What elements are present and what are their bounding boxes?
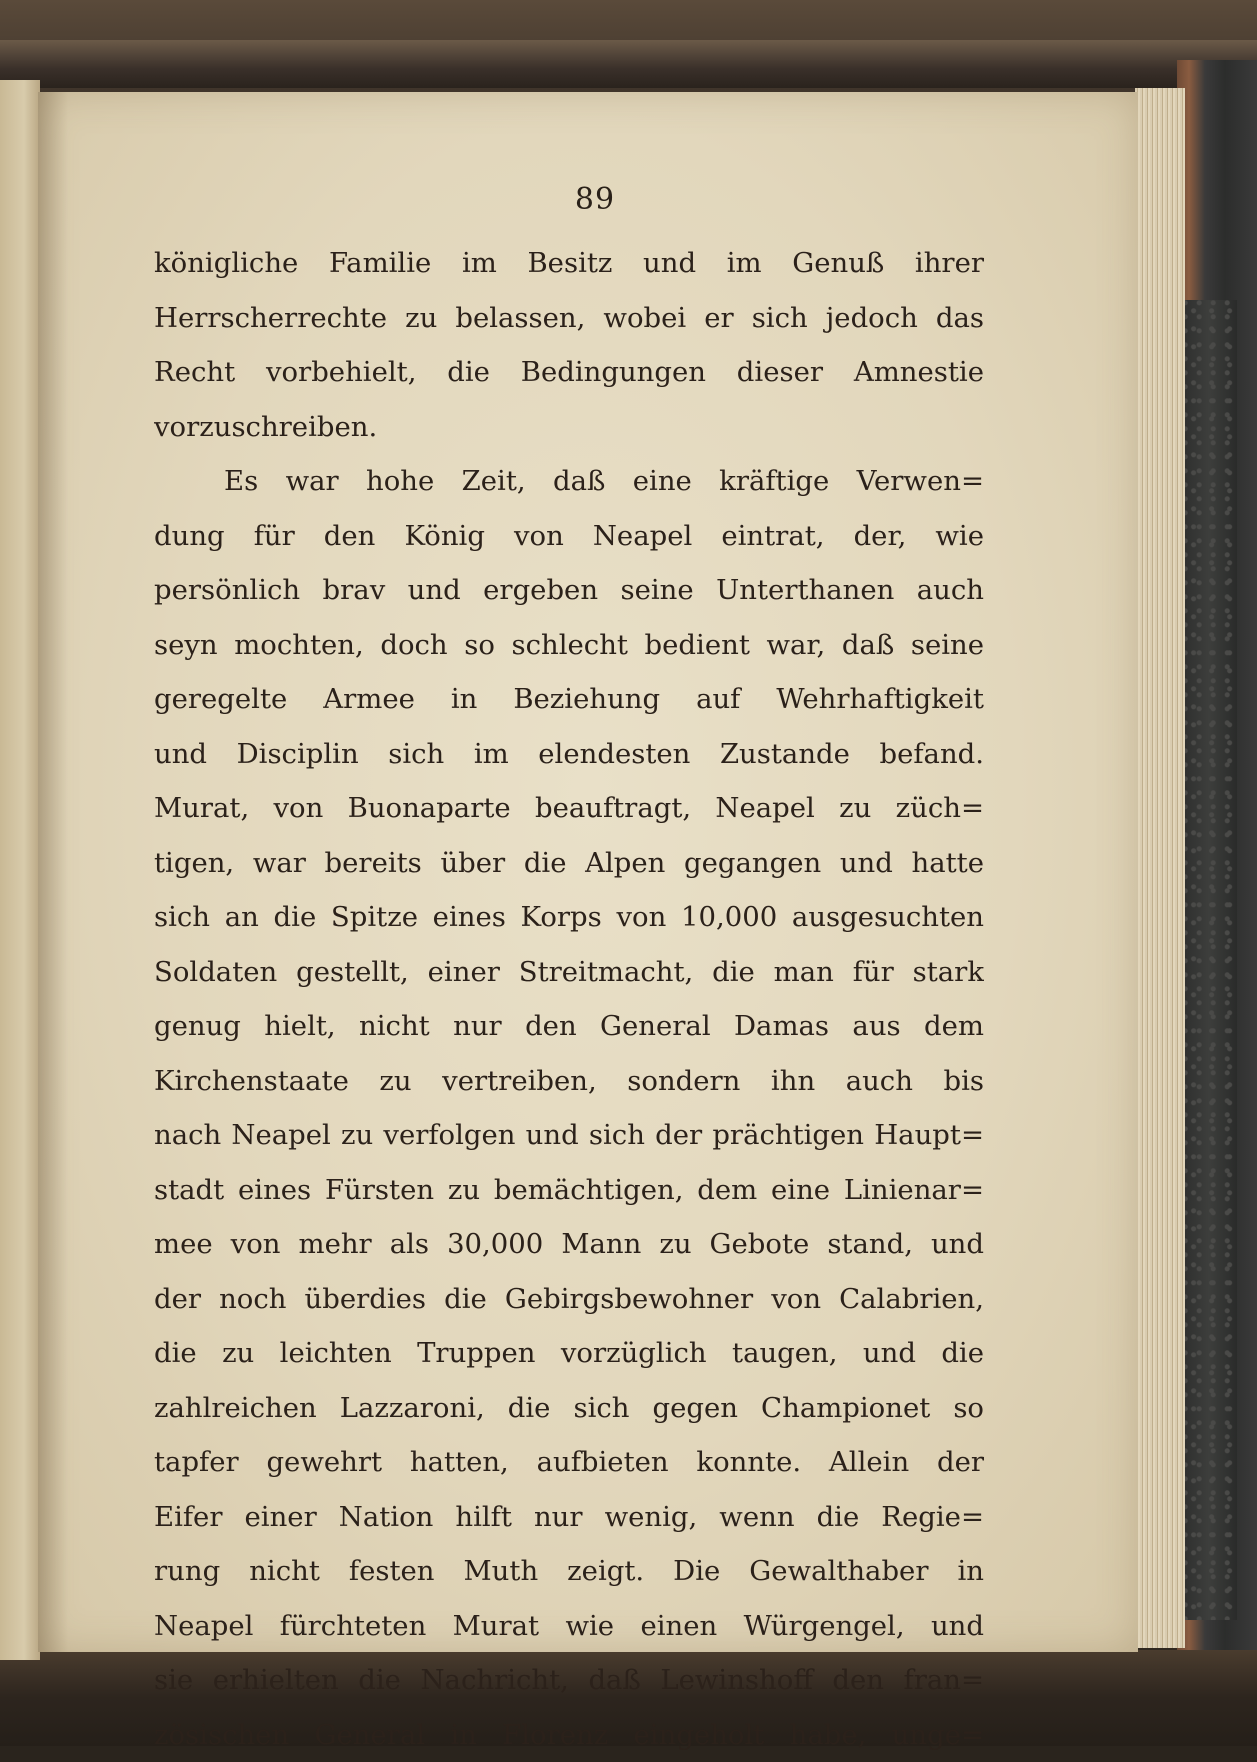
text-line: rung nicht festen Muth zeigt. Die Gewalthaber in — [154, 1544, 984, 1599]
text-line: Es war hohe Zeit, daß eine kräftige Verwen= — [154, 454, 984, 509]
text-line: Herrscherrechte zu belassen, wobei er sich jedoch das — [154, 291, 984, 346]
page-gutter-shadow — [38, 92, 68, 1652]
page-stack-edge — [1135, 88, 1185, 1648]
book-top-edge — [0, 40, 1257, 88]
text-line: sie erhielten die Nachricht, daß Lewinshoff den fran= — [154, 1653, 984, 1708]
text-line: nach Neapel zu verfolgen und sich der prächtigen Haupt= — [154, 1108, 984, 1163]
text-line: dung für den König von Neapel eintrat, der, wie — [154, 509, 984, 564]
text-line: zösischen General in Florenz eingeholt habe, unge= — [154, 1708, 984, 1762]
text-line: Soldaten gestellt, einer Streitmacht, die man für stark — [154, 945, 984, 1000]
text-line: Eifer einer Nation hilft nur wenig, wenn die Regie= — [154, 1490, 984, 1545]
text-line: geregelte Armee in Beziehung auf Wehrhaftigkeit — [154, 672, 984, 727]
text-line: persönlich brav und ergeben seine Unterthanen auch — [154, 563, 984, 618]
text-line: tigen, war bereits über die Alpen gegangen und hatte — [154, 836, 984, 891]
page-number: 89 — [0, 182, 1190, 217]
book-cover-leather — [1181, 300, 1237, 1620]
text-line: Kirchenstaate zu vertreiben, sondern ihn auch bis — [154, 1054, 984, 1109]
left-page-edge — [0, 80, 40, 1660]
text-line: genug hielt, nicht nur den General Damas aus dem — [154, 999, 984, 1054]
text-line: und Disciplin sich im elendesten Zustande befand. — [154, 727, 984, 782]
text-line: vorzuschreiben. — [154, 400, 984, 455]
text-line: seyn mochten, doch so schlecht bedient war, daß seine — [154, 618, 984, 673]
text-line: mee von mehr als 30,000 Mann zu Gebote stand, und — [154, 1217, 984, 1272]
text-line: tapfer gewehrt hatten, aufbieten konnte. Allein der — [154, 1435, 984, 1490]
text-line: die zu leichten Truppen vorzüglich taugen, und die — [154, 1326, 984, 1381]
text-line: Recht vorbehielt, die Bedingungen dieser Amnestie — [154, 345, 984, 400]
page-text-block — [154, 236, 984, 1762]
text-line: der noch überdies die Gebirgsbewohner von Calabrien, — [154, 1272, 984, 1327]
text-line: Murat, von Buonaparte beauftragt, Neapel zu züch= — [154, 781, 984, 836]
text-line: Neapel fürchteten Murat wie einen Würgengel, und — [154, 1599, 984, 1654]
text-line: stadt eines Fürsten zu bemächtigen, dem eine Linienar= — [154, 1163, 984, 1218]
text-line: zahlreichen Lazzaroni, die sich gegen Championet so — [154, 1381, 984, 1436]
text-line: sich an die Spitze eines Korps von 10,000 ausgesuchten — [154, 890, 984, 945]
text-line: königliche Familie im Besitz und im Genuß ihrer — [154, 236, 984, 291]
